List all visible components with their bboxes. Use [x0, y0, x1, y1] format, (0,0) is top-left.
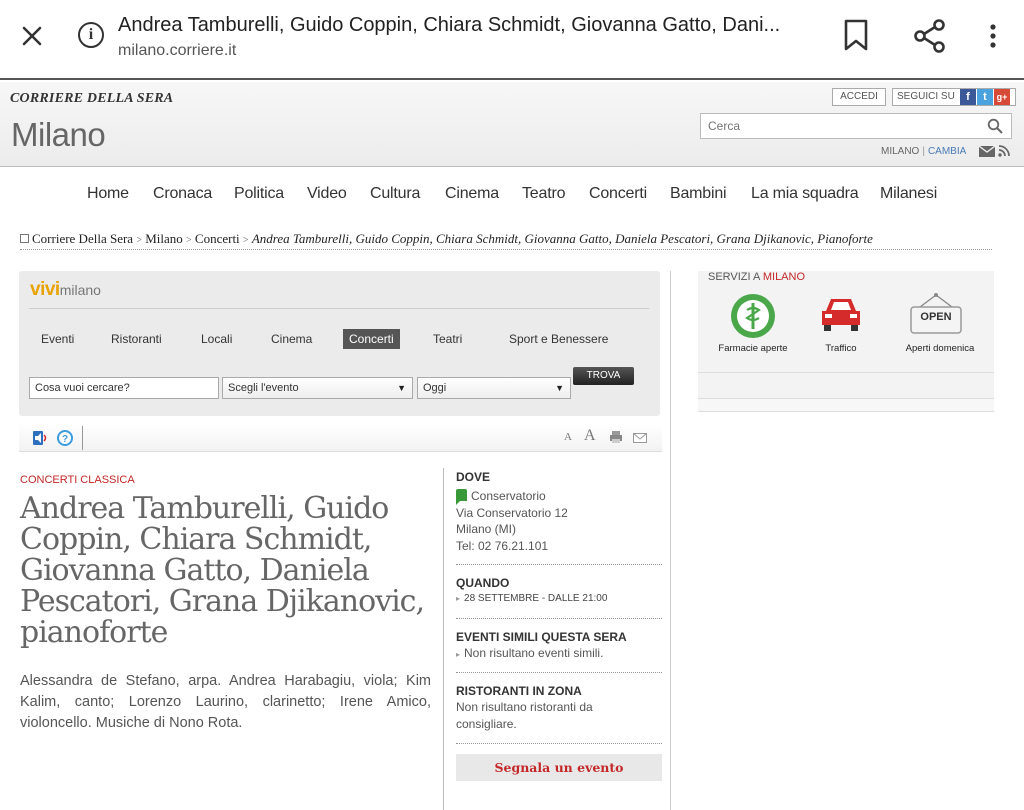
- google-plus-icon[interactable]: g+: [994, 89, 1010, 105]
- traffic-label[interactable]: Traffico: [825, 343, 857, 354]
- sidebar-bar: [698, 372, 994, 398]
- column-divider: [670, 271, 671, 810]
- browser-url[interactable]: milano.corriere.it: [118, 42, 237, 59]
- vivimilano-logo-vivi: vivi: [30, 279, 60, 300]
- follow-us-label: SEGUICI SU: [892, 88, 1016, 106]
- when-date: [456, 593, 662, 604]
- tab-teatri[interactable]: Teatri: [433, 332, 463, 346]
- pharmacy-label[interactable]: Farmacie aperte: [718, 343, 788, 354]
- svg-text:?: ?: [61, 434, 69, 445]
- where-section: [456, 470, 662, 554]
- nav-teatro[interactable]: Teatro: [522, 185, 566, 202]
- vivimilano-logo-milano: milano: [59, 282, 101, 298]
- services-heading-city: MILANO: [762, 271, 806, 283]
- article-tools: [19, 424, 662, 452]
- venue-address: Via Conservatorio 12: [456, 505, 568, 520]
- corriere-logo[interactable]: CORRIERE DELLA SERA: [10, 91, 174, 106]
- vivimilano-panel: [19, 271, 660, 416]
- vivimilano-logo[interactable]: [30, 279, 101, 301]
- similar-events: [456, 645, 662, 664]
- venue-name[interactable]: [456, 488, 662, 505]
- date-select[interactable]: [417, 377, 571, 399]
- nav-la-mia-squadra[interactable]: La mia squadra: [751, 185, 859, 202]
- nav-politica[interactable]: Politica: [234, 185, 284, 202]
- services-heading-prefix: SERVIZI A: [708, 271, 760, 283]
- tab-sport-benessere[interactable]: Sport e Benessere: [509, 332, 609, 346]
- font-increase-button[interactable]: A: [584, 427, 596, 444]
- search-icon[interactable]: [987, 118, 1003, 134]
- services-panel: [698, 271, 994, 372]
- find-button[interactable]: TROVA: [573, 367, 634, 385]
- audio-icon[interactable]: [32, 429, 48, 447]
- when-section: [456, 576, 662, 604]
- article-category[interactable]: CONCERTI CLASSICA: [20, 474, 135, 486]
- map-pin-icon: [456, 489, 467, 501]
- divider: [456, 564, 662, 565]
- tab-locali[interactable]: Locali: [201, 332, 233, 346]
- breadcrumb-milano[interactable]: Milano: [145, 231, 183, 246]
- venue-label: Conservatorio: [471, 489, 546, 503]
- open-sign-text: OPEN: [920, 311, 952, 323]
- city-switcher: [881, 146, 966, 157]
- current-city: MILANO: [881, 146, 920, 157]
- facebook-icon[interactable]: f: [960, 89, 976, 105]
- browser-page-title: Andrea Tamburelli, Guido Coppin, Chiara Schmidt, Giovanna Gatto, Dani...: [118, 14, 781, 36]
- share-icon[interactable]: [912, 18, 948, 54]
- tab-eventi[interactable]: Eventi: [41, 332, 75, 346]
- main-nav: [0, 168, 1024, 220]
- site-header: [0, 82, 1024, 167]
- rss-icon[interactable]: [998, 145, 1010, 157]
- login-button[interactable]: ACCEDI: [832, 88, 886, 106]
- when-heading: QUANDO: [456, 576, 510, 590]
- browser-toolbar: [0, 0, 1024, 80]
- divider: [82, 426, 83, 450]
- tab-ristoranti[interactable]: Ristoranti: [111, 332, 162, 346]
- restaurants-section: [456, 684, 662, 732]
- where-heading: DOVE: [456, 470, 491, 484]
- city-title[interactable]: Milano: [11, 116, 106, 153]
- tab-cinema[interactable]: Cinema: [271, 332, 313, 346]
- divider: [29, 308, 649, 309]
- event-select-value: Scegli l'evento: [228, 382, 299, 394]
- site-search: [700, 113, 1012, 139]
- nav-home[interactable]: Home: [87, 185, 129, 202]
- nav-cronaca[interactable]: Cronaca: [153, 185, 213, 202]
- font-decrease-button[interactable]: A: [564, 431, 572, 443]
- breadcrumb: [20, 231, 992, 250]
- similar-heading: EVENTI SIMILI QUESTA SERA: [456, 630, 627, 644]
- nav-cinema[interactable]: Cinema: [445, 185, 499, 202]
- similar-events-text: Non risultano eventi simili.: [464, 646, 604, 660]
- traffic-car-icon[interactable]: [820, 295, 862, 333]
- event-info: [443, 468, 662, 810]
- services-heading: [708, 271, 805, 283]
- divider: [456, 618, 662, 619]
- print-icon[interactable]: [609, 430, 623, 444]
- sidebar-bar: [698, 398, 994, 412]
- bookmark-icon[interactable]: [842, 18, 870, 52]
- open-sunday-label[interactable]: Aperti domenica: [905, 343, 975, 354]
- divider: [456, 672, 662, 673]
- pharmacy-icon[interactable]: [730, 293, 776, 339]
- breadcrumb-separator: >: [242, 235, 249, 246]
- bullet-icon: ▸: [456, 650, 461, 659]
- dropdown-arrow-icon: ▼: [555, 383, 564, 393]
- city-separator: |: [922, 146, 925, 157]
- mail-icon[interactable]: [979, 146, 995, 157]
- date-select-value: Oggi: [423, 382, 447, 394]
- breadcrumb-concerti[interactable]: Concerti: [194, 231, 240, 246]
- change-city-link[interactable]: CAMBIA: [927, 146, 967, 157]
- dropdown-arrow-icon: ▼: [397, 383, 406, 393]
- event-select[interactable]: [222, 377, 413, 399]
- breadcrumb-current: Andrea Tamburelli, Guido Coppin, Chiara Schmidt, Giovanna Gatto, Daniela Pescatori, Grana Djikanovic, Pianoforte: [251, 231, 873, 246]
- overflow-menu-icon[interactable]: [984, 22, 1002, 50]
- report-event-button[interactable]: Segnala un evento: [456, 754, 662, 781]
- article-description: Alessandra de Stefano, arpa. Andrea Harabagiu, viola; Kim Kalim, canto; Lorenzo Laurino, clarinetto; Irene Amico, violoncello. Musiche di Nono Rota.: [20, 673, 431, 731]
- when-date-text: 28 SETTEMBRE - DALLE 21:00: [464, 593, 608, 604]
- restaurants-text: Non risultano ristoranti da consigliare.: [456, 700, 593, 731]
- venue-city: Milano (MI): [456, 522, 517, 536]
- nav-video[interactable]: Video: [307, 185, 347, 202]
- restaurants-heading: RISTORANTI IN ZONA: [456, 684, 582, 698]
- divider: [456, 743, 662, 744]
- nav-concerti[interactable]: Concerti: [589, 185, 647, 202]
- what-search-input[interactable]: Cosa vuoi cercare?: [29, 377, 219, 399]
- site-info-icon[interactable]: i: [78, 22, 104, 48]
- site-search-input[interactable]: [701, 114, 971, 138]
- nav-milanesi[interactable]: Milanesi: [880, 185, 938, 202]
- similar-section: [456, 630, 662, 664]
- venue-phone: Tel: 02 76.21.101: [456, 538, 549, 553]
- breadcrumb-separator: >: [136, 235, 142, 246]
- twitter-icon[interactable]: t: [977, 89, 993, 105]
- bullet-icon: ▸: [456, 594, 461, 603]
- nav-bambini[interactable]: Bambini: [670, 185, 727, 202]
- breadcrumb-corriere[interactable]: Corriere Della Sera: [32, 231, 134, 246]
- breadcrumb-separator: >: [186, 235, 192, 246]
- tab-concerti[interactable]: Concerti: [343, 329, 400, 349]
- open-sign-icon[interactable]: [908, 293, 964, 337]
- email-icon[interactable]: [633, 433, 647, 443]
- help-icon[interactable]: [56, 429, 74, 447]
- nav-cultura[interactable]: Cultura: [370, 185, 421, 202]
- article-title: Andrea Tamburelli, Guido Coppin, Chiara Schmidt, Giovanna Gatto, Daniela Pescatori, Grana Djikanovic, pianoforte: [20, 491, 425, 650]
- close-icon[interactable]: [18, 22, 46, 50]
- breadcrumb-icon: [20, 234, 29, 243]
